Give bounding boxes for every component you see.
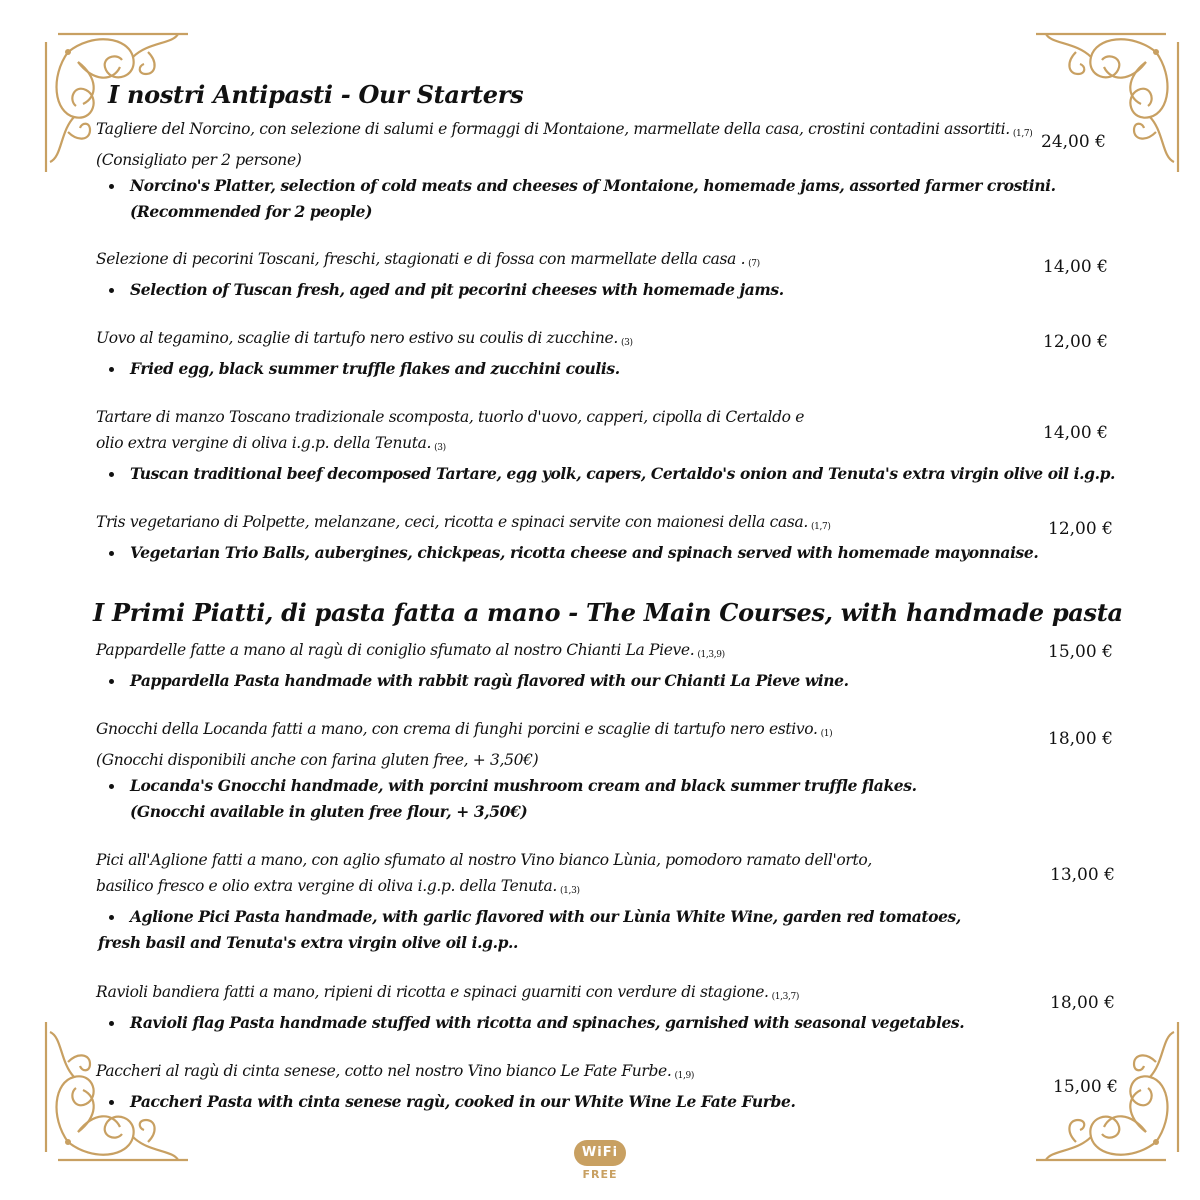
- item-name-it: Pici all'Aglione fatti a mano, con aglio sfumato al nostro Vino bianco Lùnia, pomodoro ramato dell'orto,: [96, 851, 872, 869]
- item-translation: [96, 540, 1039, 566]
- item-name-en: Selection of Tuscan fresh, aged and pit pecorini cheeses with homemade jams.: [130, 280, 784, 299]
- menu-item: [96, 847, 996, 956]
- item-note-en: (Recommended for 2 people): [130, 202, 373, 221]
- item-name-en: Locanda's Gnocchi handmade, with porcini mushroom cream and black summer truffle flakes.: [130, 776, 917, 795]
- item-name-en: Vegetarian Trio Balls, aubergines, chickpeas, ricotta cheese and spinach served with homemade mayonnaise.: [130, 543, 1039, 562]
- wifi-label: FREE: [582, 1168, 618, 1181]
- item-note-it: (Consigliato per 2 persone): [96, 151, 302, 169]
- item-name-it: Tris vegetariano di Polpette, melanzane, ceci, ricotta e spinaci servite con maionesi della casa.: [96, 513, 808, 531]
- item-name-it-cont: olio extra vergine di oliva i.g.p. della Tenuta.: [96, 434, 432, 452]
- item-name-en: Tuscan traditional beef decomposed Tartare, egg yolk, capers, Certaldo's onion and Tenuta's extra virgin olive oil i.g.p.: [130, 464, 1116, 483]
- item-name-it: Gnocchi della Locanda fatti a mano, con crema di funghi porcini e scaglie di tartufo nero estivo.: [96, 720, 818, 738]
- item-name-it: Paccheri al ragù di cinta senese, cotto nel nostro Vino bianco Le Fate Furbe.: [96, 1062, 672, 1080]
- allergen-codes: (1,9): [674, 1071, 695, 1081]
- allergen-codes: (1): [820, 729, 833, 739]
- item-name-it: Tartare di manzo Toscano tradizionale scomposta, tuorlo d'uovo, capperi, cipolla di Certaldo e: [96, 408, 805, 426]
- item-price: 15,00 €: [1048, 642, 1113, 662]
- item-translation: [96, 773, 996, 825]
- item-price: 12,00 €: [1048, 519, 1113, 539]
- item-translation: [96, 904, 996, 956]
- item-translation: [96, 1089, 996, 1115]
- allergen-codes: (3): [620, 338, 633, 348]
- item-price: 24,00 €: [1041, 132, 1106, 152]
- section-title-starters: I nostri Antipasti - Our Starters: [108, 80, 524, 109]
- wifi-badge: [572, 1140, 628, 1181]
- item-price: 14,00 €: [1043, 257, 1108, 277]
- allergen-codes: (3): [434, 443, 446, 453]
- item-price: 12,00 €: [1043, 332, 1108, 352]
- item-translation: [96, 461, 1116, 487]
- item-name-it: Uovo al tegamino, scaglie di tartufo nero estivo su coulis di zucchine.: [96, 329, 618, 347]
- item-name-it: Pappardelle fatte a mano al ragù di coniglio sfumato al nostro Chianti La Pieve.: [96, 641, 695, 659]
- item-note-en: (Gnocchi available in gluten free flour, + 3,50€): [130, 802, 528, 821]
- item-name-it: Ravioli bandiera fatti a mano, ripieni di ricotta e spinaci guarniti con verdure di stagione.: [96, 983, 769, 1001]
- section-title-main-courses: I Primi Piatti, di pasta fatta a mano - The Main Courses, with handmade pasta: [93, 598, 1123, 627]
- item-name-en: Paccheri Pasta with cinta senese ragù, cooked in our White Wine Le Fate Furbe.: [130, 1092, 796, 1111]
- item-translation: [96, 1010, 996, 1036]
- item-name-en: Pappardella Pasta handmade with rabbit ragù flavored with our Chianti La Pieve wine.: [130, 671, 849, 690]
- menu-item: [96, 716, 996, 825]
- item-price: 18,00 €: [1050, 993, 1115, 1013]
- allergen-codes: (7): [748, 259, 760, 269]
- item-price: 18,00 €: [1048, 729, 1113, 749]
- item-name-en-cont: fresh basil and Tenuta's extra virgin olive oil i.g.p..: [98, 933, 519, 952]
- menu-item: [96, 246, 996, 303]
- item-translation: [96, 277, 996, 303]
- item-translation: [96, 173, 1056, 225]
- item-translation: [96, 668, 996, 694]
- wifi-icon: WiFi: [574, 1140, 626, 1166]
- item-name-en: Norcino's Platter, selection of cold meats and cheeses of Montaione, homemade jams, assorted farmer crostini.: [130, 176, 1056, 195]
- menu-item: [96, 509, 1039, 566]
- item-name-it-cont: basilico fresco e olio extra vergine di oliva i.g.p. della Tenuta.: [96, 877, 558, 895]
- item-name-it: Selezione di pecorini Toscani, freschi, stagionati e di fossa con marmellate della casa .: [96, 250, 746, 268]
- item-note-it: (Gnocchi disponibili anche con farina gluten free, + 3,50€): [96, 751, 539, 769]
- allergen-codes: (1,3,9): [697, 650, 725, 660]
- item-translation: [96, 356, 996, 382]
- menu-item: [96, 1058, 996, 1115]
- allergen-codes: (1,7): [1012, 129, 1033, 139]
- menu-item: [96, 116, 1056, 225]
- item-name-en: Fried egg, black summer truffle flakes and zucchini coulis.: [130, 359, 620, 378]
- item-name-en: Ravioli flag Pasta handmade stuffed with ricotta and spinaches, garnished with seasonal vegetables.: [130, 1013, 965, 1032]
- item-price: 14,00 €: [1043, 423, 1108, 443]
- menu-item: [96, 637, 996, 694]
- menu-item: [96, 979, 996, 1036]
- item-price: 15,00 €: [1053, 1077, 1118, 1097]
- allergen-codes: (1,3): [560, 886, 580, 896]
- menu-item: [96, 325, 996, 382]
- item-name-en: Aglione Pici Pasta handmade, with garlic flavored with our Lùnia White Wine, garden red tomatoes,: [130, 907, 961, 926]
- item-price: 13,00 €: [1050, 865, 1115, 885]
- item-name-it: Tagliere del Norcino, con selezione di salumi e formaggi di Montaione, marmellate della casa, crostini contadini assortiti.: [96, 120, 1010, 138]
- allergen-codes: (1,7): [810, 522, 831, 532]
- allergen-codes: (1,3,7): [771, 992, 800, 1002]
